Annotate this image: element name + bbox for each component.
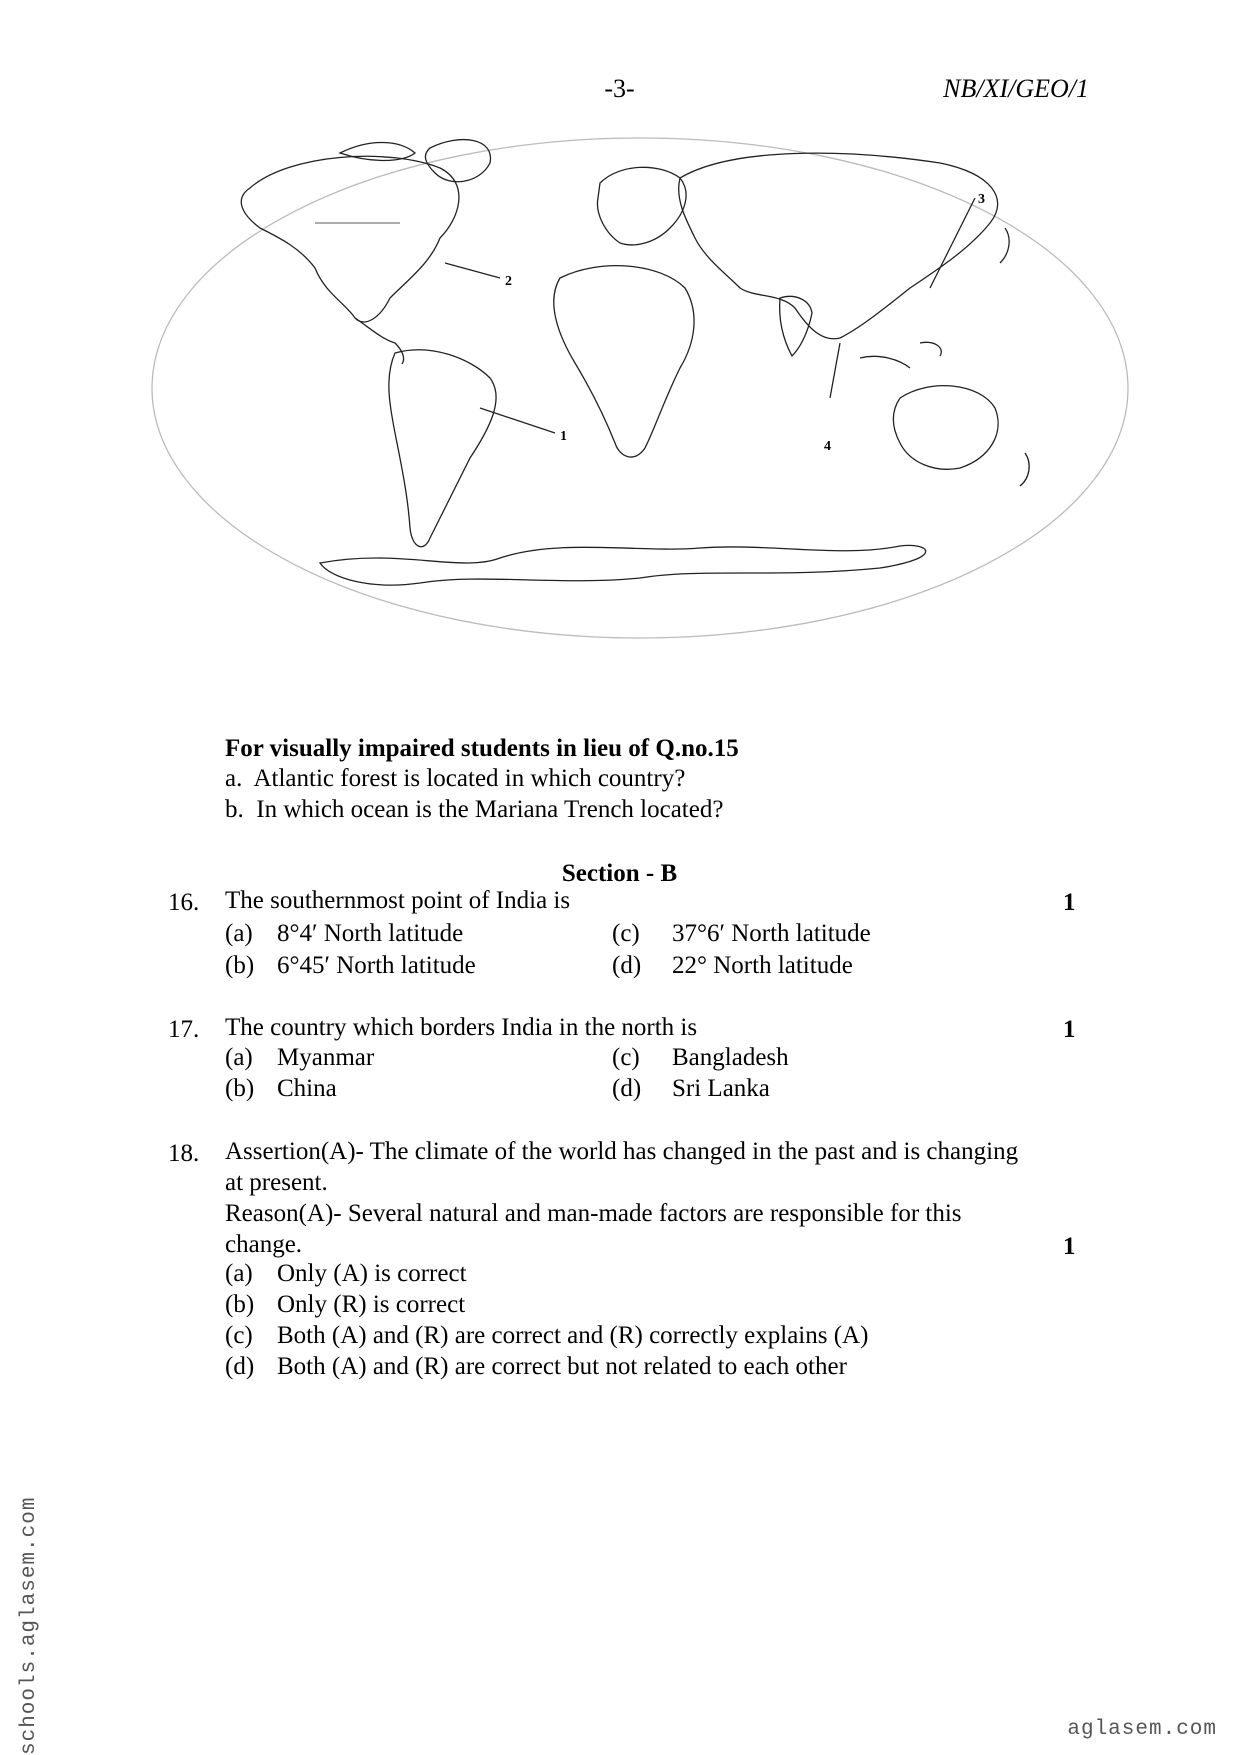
option-text: 6°45ʹ North latitude: [277, 952, 476, 979]
map-label-1: 1: [560, 429, 567, 444]
option-label: (a): [225, 1044, 253, 1071]
question-text: The country which borders India in the north is: [225, 1014, 698, 1041]
pointer-line-3: [930, 198, 975, 288]
option-text: 37°6ʹ North latitude: [672, 920, 871, 947]
vi-title: For visually impaired students in lieu of Q.no.15: [225, 735, 739, 762]
option-label: (c): [612, 1044, 640, 1071]
map-label-3: 3: [978, 192, 985, 207]
option-label: (d): [612, 1075, 642, 1102]
option-label: (d): [225, 1353, 255, 1380]
pointer-line-2: [445, 263, 500, 278]
option: [225, 1075, 337, 1103]
north-america-outline: [241, 156, 459, 322]
side-watermark: schools.aglasem.com: [18, 1496, 41, 1755]
option: [225, 920, 463, 948]
option: [612, 1075, 770, 1103]
option-label: (c): [225, 1322, 253, 1349]
option: [225, 1353, 847, 1381]
map-frame: [152, 138, 1128, 638]
vi-item-text: In which ocean is the Mariana Trench located?: [256, 796, 724, 823]
option-label: (d): [612, 952, 642, 979]
question-number: 17.: [168, 1016, 200, 1043]
australia-outline: [893, 386, 998, 470]
option: [612, 920, 871, 948]
map-label-2: 2: [505, 274, 512, 289]
page-number: -3-: [604, 74, 635, 103]
assertion-line-1: Assertion(A)- The climate of the world has changed in the past and is changing: [225, 1138, 1019, 1165]
bottom-watermark: aglasem.com: [1067, 1718, 1217, 1741]
option: [612, 1044, 789, 1072]
option: [225, 1044, 374, 1072]
option-text: Both (A) and (R) are correct and (R) correctly explains (A): [277, 1322, 869, 1349]
reason-line-1: Reason(A)- Several natural and man-made factors are responsible for this: [225, 1200, 962, 1227]
south-america-outline: [389, 350, 496, 547]
reason-line-2: change.: [225, 1231, 303, 1258]
option-label: (a): [225, 920, 253, 947]
option-text: Myanmar: [277, 1044, 375, 1071]
europe-outline: [597, 167, 686, 245]
world-outline-map: [140, 128, 1140, 648]
vi-item-label: b.: [225, 796, 244, 823]
asia-outline: [679, 153, 998, 339]
paper-code: NB/XI/GEO/1: [943, 74, 1089, 103]
option: [612, 952, 853, 980]
assertion-line-2: at present.: [225, 1169, 328, 1196]
option-text: Both (A) and (R) are correct but not related to each other: [277, 1353, 847, 1380]
question-marks: 1: [1063, 1233, 1076, 1260]
vi-item-a: [225, 763, 685, 794]
option-label: (b): [225, 1075, 255, 1102]
option: [225, 1322, 868, 1350]
option-text: 22° North latitude: [672, 952, 853, 979]
question-marks: 1: [1063, 889, 1076, 916]
vi-item-b: [225, 794, 723, 825]
option-text: Bangladesh: [672, 1044, 789, 1071]
option-label: (b): [225, 1291, 255, 1318]
vi-item-text: Atlantic forest is located in which country?: [253, 765, 686, 792]
option-text: 8°4ʹ North latitude: [277, 920, 464, 947]
option-text: Only (R) is correct: [277, 1291, 466, 1318]
option-text: Sri Lanka: [672, 1075, 770, 1102]
option-text: Only (A) is correct: [277, 1260, 467, 1287]
map-label-4: 4: [824, 439, 831, 454]
question-marks: 1: [1063, 1016, 1076, 1043]
india-outline: [780, 296, 812, 356]
option-label: (a): [225, 1260, 253, 1287]
option: [225, 1260, 467, 1288]
africa-outline: [554, 266, 694, 457]
pointer-line-4: [830, 343, 840, 398]
option-label: (c): [612, 920, 640, 947]
option: [225, 1291, 465, 1319]
question-number: 18.: [168, 1140, 200, 1167]
question-number: 16.: [168, 889, 200, 916]
central-america-outline: [355, 318, 404, 364]
option-label: (b): [225, 952, 255, 979]
section-title: Section - B: [561, 860, 678, 887]
antarctica-outline: [320, 545, 926, 585]
question-text: The southernmost point of India is: [225, 887, 571, 914]
vi-item-label: a.: [225, 765, 243, 792]
option-text: China: [277, 1075, 337, 1102]
option: [225, 952, 476, 980]
